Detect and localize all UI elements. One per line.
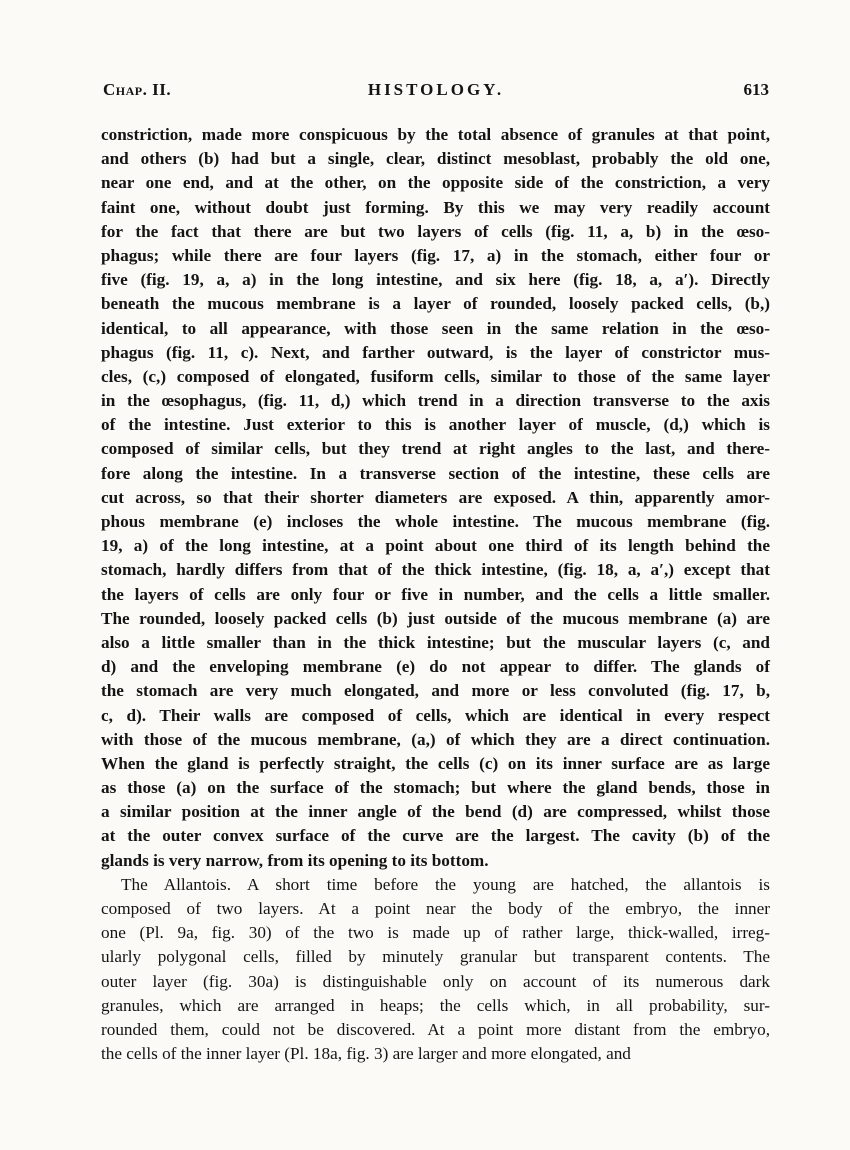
page-number: 613 xyxy=(743,80,769,99)
text-line: as those (a) on the surface of the stomach; but where the gland bends, those in xyxy=(101,778,770,798)
text-line: c, d). Their walls are composed of cells, which are identical in every respect xyxy=(101,705,770,725)
text-line: ularly polygonal cells, filled by minutely granular but transparent contents. The xyxy=(101,947,770,967)
text-line: also a little smaller than in the thick intestine; but the muscular layers (c, and xyxy=(101,632,770,652)
text-line: the stomach are very much elongated, and more or less convoluted (fig. 17, b, xyxy=(101,681,770,701)
chapter-label: Chap. II. xyxy=(103,80,172,99)
text-line: five (fig. 19, a, a) in the long intestine, and six here (fig. 18, a, a′). Directly xyxy=(101,270,770,290)
text-line: of the intestine. Just exterior to this is another layer of muscle, (d,) which is xyxy=(101,415,770,435)
text-line: composed of two layers. At a point near the body of the embryo, the inner xyxy=(101,899,770,918)
text-line: rounded them, could not be discovered. At a point more distant from the embryo, xyxy=(101,1019,770,1039)
text-line: constriction, made more conspicuous by the total absence of granules at that point, xyxy=(101,125,770,144)
text-line: glands is very narrow, from its opening to its bottom. xyxy=(101,850,489,870)
text-line: phagus (fig. 11, c). Next, and farther outward, is the layer of constrictor mus- xyxy=(101,342,770,362)
text-line: composed of similar cells, but they trend at right angles to the last, and there- xyxy=(101,439,770,459)
running-header xyxy=(103,80,769,104)
text-line: the layers of cells are only four or five in number, and the cells a little smaller. xyxy=(101,584,770,604)
text-line: When the gland is perfectly straight, the cells (c) on its inner surface are as large xyxy=(101,753,770,773)
text-line: one (Pl. 9a, fig. 30) of the two is made up of rather large, thick-walled, irreg- xyxy=(101,923,770,943)
running-title: HISTOLOGY. xyxy=(367,80,505,99)
text-line: beneath the mucous membrane is a layer of rounded, loosely packed cells, (b,) xyxy=(101,294,770,314)
text-line: and others (b) had but a single, clear, distinct mesoblast, probably the old one, xyxy=(101,149,770,169)
text-line: outer layer (fig. 30a) is distinguishable only on account of its numerous dark xyxy=(101,971,770,991)
text-line: for the fact that there are but two layers of cells (fig. 11, a, b) in the œso- xyxy=(101,221,770,241)
text-line: phous membrane (e) incloses the whole intestine. The mucous membrane (fig. xyxy=(101,512,770,531)
text-line: at the outer convex surface of the curve are the largest. The cavity (b) of the xyxy=(101,826,770,846)
text-line: cut across, so that their shorter diameters are exposed. A thin, apparently amor- xyxy=(101,487,770,507)
text-line: phagus; while there are four layers (fig. 17, a) in the stomach, either four or xyxy=(101,245,770,265)
text-line: in the œsophagus, (fig. 11, d,) which trend in a direction transverse to the axis xyxy=(101,391,770,411)
text-line: faint one, without doubt just forming. By this we may very readily account xyxy=(101,197,770,217)
text-line: near one end, and at the other, on the opposite side of the constriction, a very xyxy=(101,173,770,193)
text-line: with those of the mucous membrane, (a,) of which they are a direct continuation. xyxy=(101,729,770,749)
text-line: granules, which are arranged in heaps; the cells which, in all probability, sur- xyxy=(101,995,770,1015)
text-line: d) and the enveloping membrane (e) do not appear to differ. The glands of xyxy=(101,657,770,677)
text-line: stomach, hardly differs from that of the thick intestine, (fig. 18, a, a′,) except that xyxy=(101,560,770,580)
text-line: the cells of the inner layer (Pl. 18a, fig. 3) are larger and more elongated, and xyxy=(101,1044,631,1064)
text-line: The rounded, loosely packed cells (b) just outside of the mucous membrane (a) are xyxy=(101,608,770,628)
text-line: a similar position at the inner angle of the bend (d) are compressed, whilst those xyxy=(101,802,770,822)
text-line: cles, (c,) composed of elongated, fusiform cells, similar to those of the same layer xyxy=(101,366,770,386)
text-line: 19, a) of the long intestine, at a point about one third of its length behind the xyxy=(101,536,770,556)
text-line: fore along the intestine. In a transverse section of the intestine, these cells are xyxy=(101,463,770,483)
text-line: identical, to all appearance, with those seen in the same relation in the œso- xyxy=(101,318,770,338)
body-text xyxy=(101,123,770,1066)
text-line: The Allantois. A short time before the young are hatched, the allantois is xyxy=(121,874,770,894)
